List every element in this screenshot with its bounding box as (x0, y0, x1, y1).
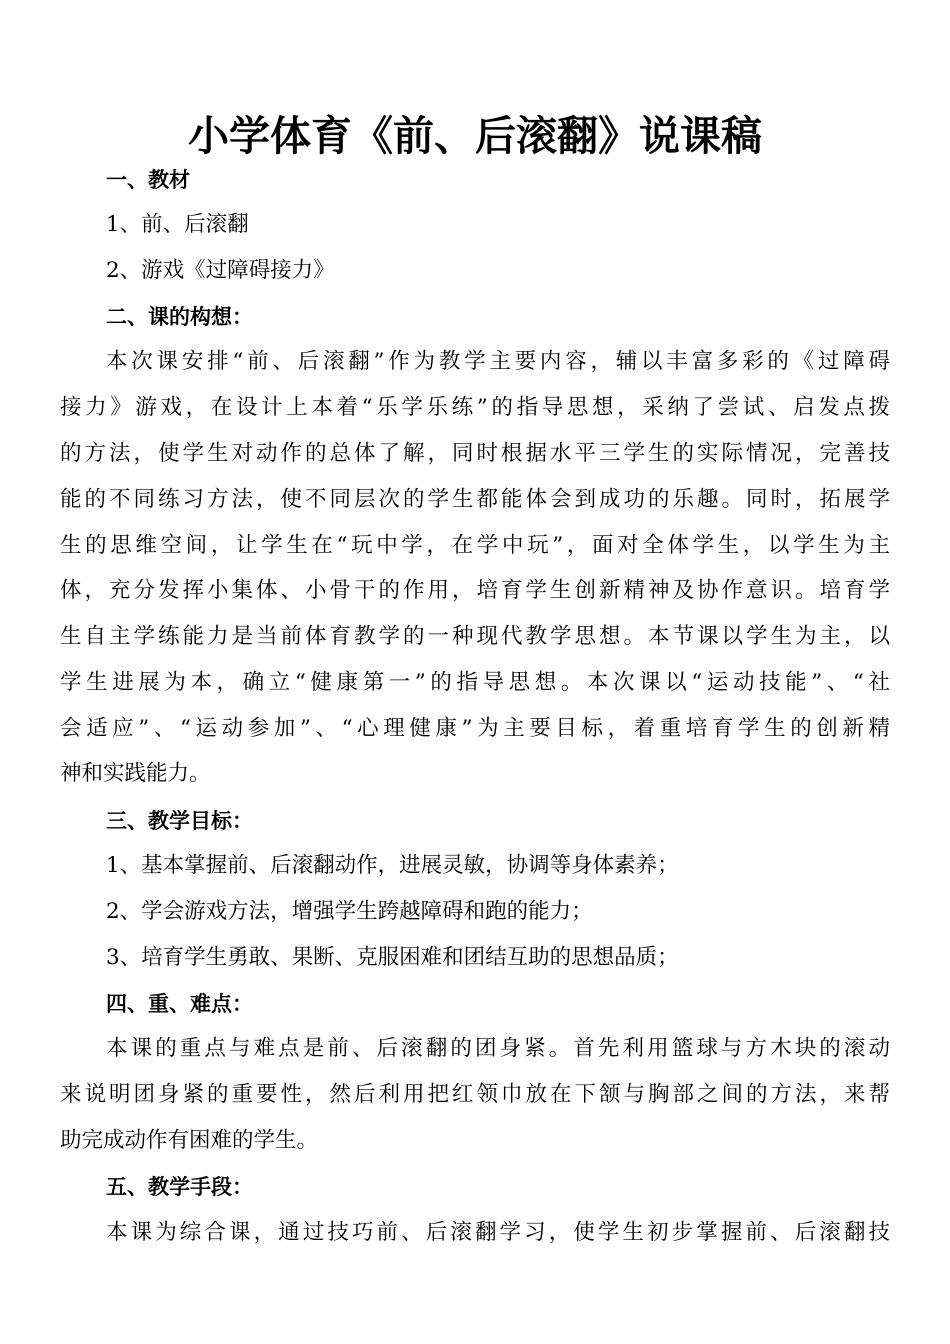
section-heading-methods: 五、教学手段： (106, 1175, 253, 1199)
section-heading-materials: 一、教材 (106, 168, 190, 192)
section-heading-objectives: 三、教学目标： (106, 809, 253, 833)
list-item: 2、游戏《过障碍接力》 (106, 258, 335, 283)
paragraph-line: 神和实践能力。 (60, 761, 211, 786)
paragraph-line: 助完成动作有困难的学生。 (60, 1128, 319, 1153)
section-heading-concept: 二、课的构想： (106, 305, 253, 329)
document-title: 小学体育《前、后滚翻》说课稿 (188, 112, 762, 160)
list-item: 2、学会游戏方法，增强学生跨越障碍和跑的能力； (106, 899, 593, 924)
paragraph-line: 能的不同练习方法，使不同层次的学生都能体会到成功的乐趣。同时，拓展学 (60, 487, 890, 512)
list-item: 3、培育学生勇敢、果断、克服困难和团结互助的思想品质； (106, 945, 679, 970)
paragraph-line: 本课为综合课，通过技巧前、后滚翻学习，使学生初步掌握前、后滚翻技 (106, 1220, 890, 1245)
paragraph-line: 体，充分发挥小集体、小骨干的作用，培育学生创新精神及协作意识。培育学 (60, 578, 890, 603)
paragraph-line: 生的思维空间，让学生在“玩中学，在学中玩”，面对全体学生，以学生为主 (60, 533, 890, 558)
paragraph-line: 接力》游戏，在设计上本着“乐学乐练”的指导思想，采纳了尝试、启发点拨 (60, 395, 890, 420)
paragraph-line: 会适应”、“运动参加”、“心理健康”为主要目标，着重培育学生的创新精 (60, 716, 890, 741)
paragraph-line: 本课的重点与难点是前、后滚翻的团身紧。首先利用篮球与方木块的滚动 (106, 1036, 890, 1061)
paragraph-line: 本次课安排“前、后滚翻”作为教学主要内容，辅以丰富多彩的《过障碍 (106, 349, 890, 374)
list-item: 1、前、后滚翻 (106, 212, 249, 237)
list-item: 1、基本掌握前、后滚翻动作，进展灵敏，协调等身体素养； (106, 853, 679, 878)
paragraph-line: 来说明团身紧的重要性，然后利用把红领巾放在下颔与胸部之间的方法，来帮 (60, 1082, 890, 1107)
paragraph-line: 学生进展为本，确立“健康第一”的指导思想。本次课以“运动技能”、“社 (60, 670, 890, 695)
paragraph-line: 的方法，使学生对动作的总体了解，同时根据水平三学生的实际情况，完善技 (60, 441, 890, 466)
section-heading-key-points: 四、重、难点： (106, 992, 253, 1016)
paragraph-line: 生自主学练能力是当前体育教学的一种现代教学思想。本节课以学生为主，以 (60, 624, 890, 649)
